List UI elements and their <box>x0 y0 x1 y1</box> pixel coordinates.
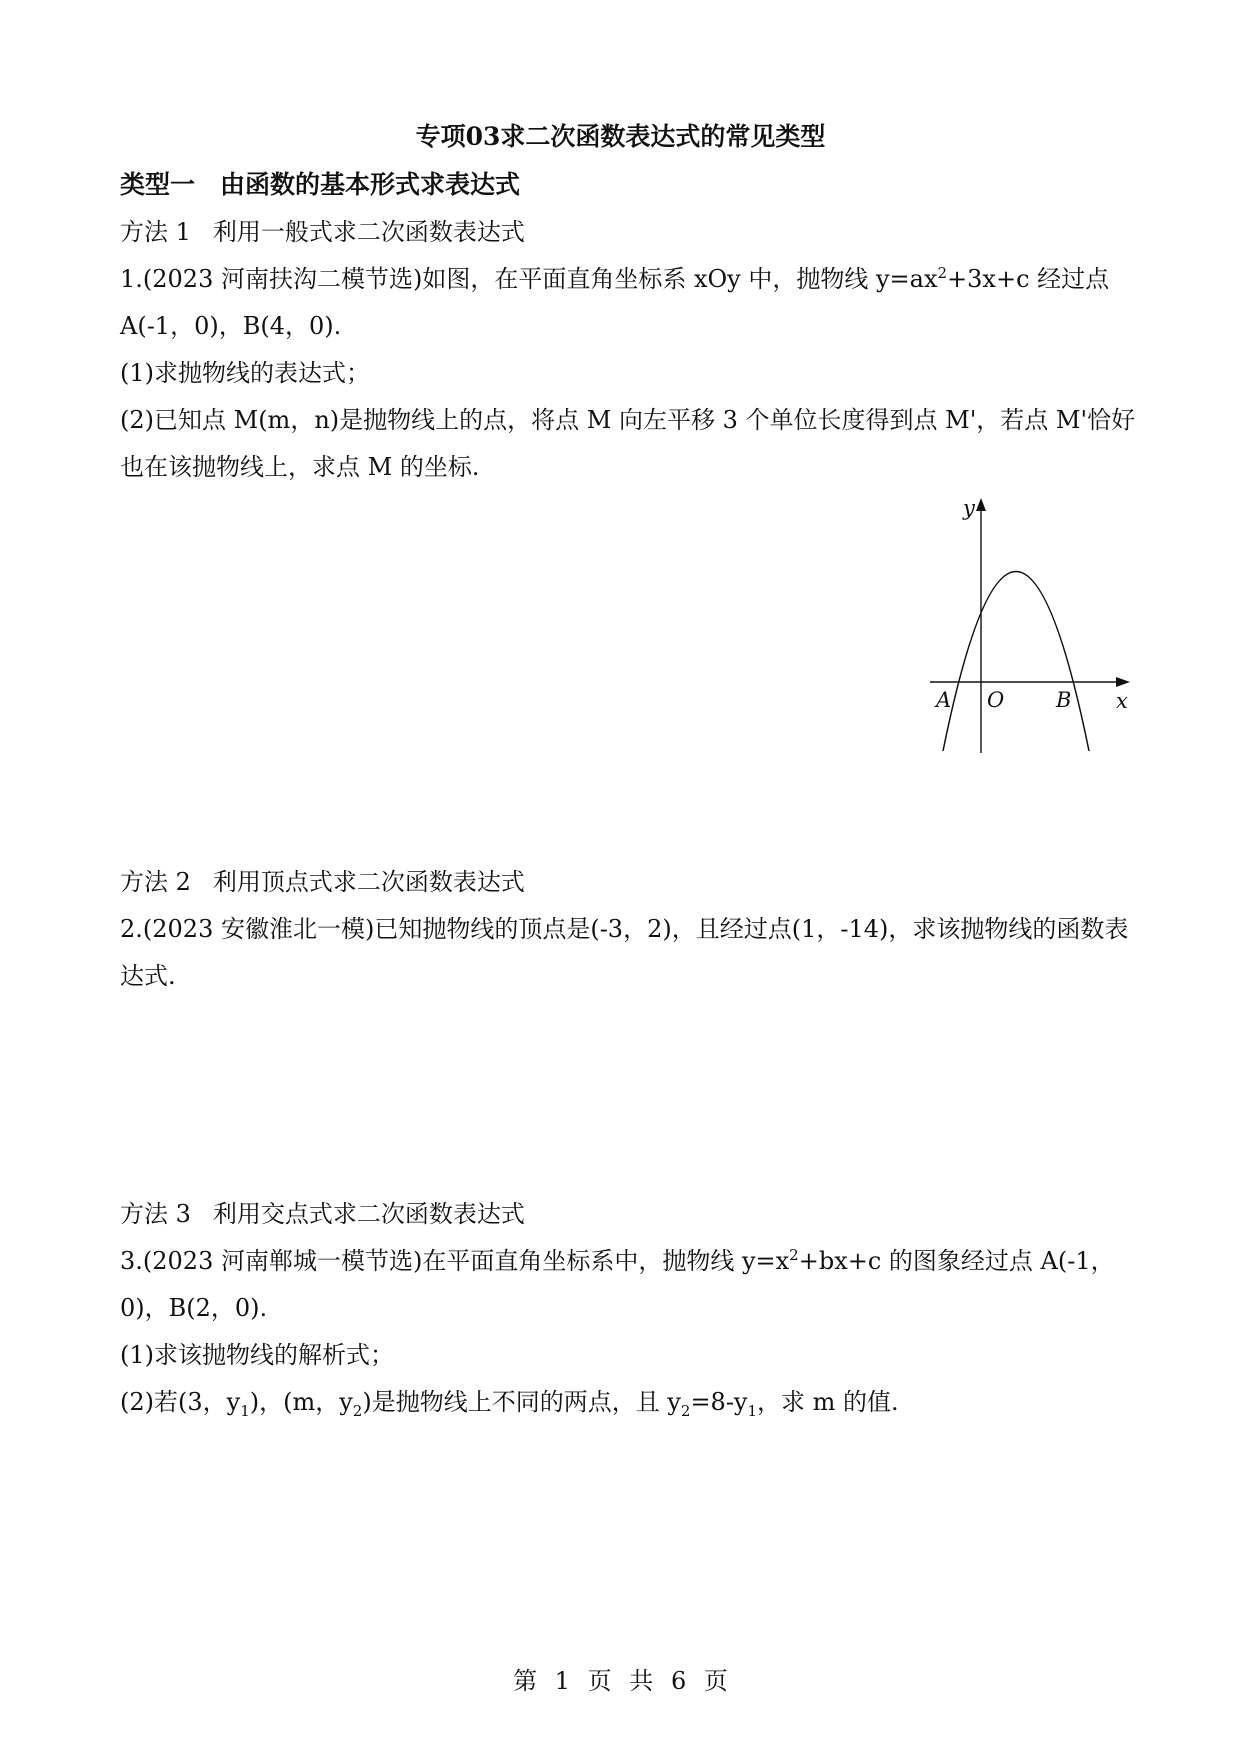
question-3-text: 3.(2023 河南郸城一模节选)在平面直角坐标系中，抛物线 y=x <box>120 1247 790 1275</box>
question-1-text: 1.(2023 河南扶沟二模节选)如图，在平面直角坐标系 xOy 中，抛物线 y=ax <box>120 265 938 293</box>
question-3-line-1 <box>120 1244 1130 1278</box>
question-3-part-2 <box>120 1385 1130 1419</box>
point-b-label: B <box>1056 688 1072 712</box>
method-2-label: 方法 2 <box>120 868 191 896</box>
method-1-label: 方法 1 <box>120 218 191 246</box>
subscript: 2 <box>680 1401 691 1420</box>
question-1-line-2: A(-1，0)，B(4，0). <box>120 312 342 340</box>
method-2-heading <box>120 865 1130 899</box>
method-3-label: 方法 3 <box>120 1200 191 1228</box>
type-heading: 类型一 由函数的基本形式求表达式 <box>120 170 521 199</box>
y-axis-arrow <box>976 498 986 511</box>
question-1-text-cont: +3x+c 经过点 <box>947 265 1110 293</box>
question-3-part-2-text: =8-y <box>690 1388 748 1416</box>
parabola-figure <box>920 495 1140 757</box>
question-3-part-2-text: (2)若(3，y <box>120 1388 241 1416</box>
origin-label: O <box>987 688 1005 712</box>
method-1-heading <box>120 215 1130 249</box>
method-2-text: 利用顶点式求二次函数表达式 <box>212 868 525 896</box>
question-1-part-2-line-2: 也在该抛物线上，求点 M 的坐标. <box>120 453 480 481</box>
question-3-line-2: 0)，B(2，0). <box>120 1294 268 1322</box>
method-3-text: 利用交点式求二次函数表达式 <box>212 1200 525 1228</box>
question-3-text-cont: +bx+c 的图象经过点 A(-1， <box>798 1247 1115 1275</box>
question-1-part-2-line-1: (2)已知点 M(m，n)是抛物线上的点，将点 M 向左平移 3 个单位长度得到点 M'，若点 M'恰好 <box>120 406 1136 434</box>
point-a-label: A <box>936 688 952 712</box>
document-title: 专项03求二次函数表达式的常见类型 <box>415 122 826 151</box>
method-3-heading <box>120 1197 1130 1231</box>
question-2-line-1: 2.(2023 安徽淮北一模)已知抛物线的顶点是(-3，2)，且经过点(1，-14)，求该抛物线的函数表 <box>120 915 1129 943</box>
question-3-part-2-text: )，(m，y <box>249 1388 353 1416</box>
question-1-line-1 <box>120 262 1130 296</box>
subscript: 1 <box>240 1401 250 1420</box>
question-3-part-2-text: ，求 m 的值. <box>757 1388 899 1416</box>
exponent: 2 <box>937 264 948 282</box>
parabola-curve <box>943 572 1089 752</box>
question-3-part-1: (1)求该抛物线的解析式； <box>120 1341 394 1369</box>
page-footer: 第 1 页 共 6 页 <box>513 1667 728 1695</box>
x-axis-label: x <box>1116 689 1128 713</box>
question-1-part-1: (1)求抛物线的表达式； <box>120 359 370 387</box>
x-axis-arrow <box>1116 677 1130 687</box>
subscript: 2 <box>352 1401 363 1420</box>
exponent: 2 <box>789 1246 799 1264</box>
method-1-text: 利用一般式求二次函数表达式 <box>212 218 525 246</box>
y-axis-label: y <box>963 496 975 520</box>
question-2-line-2: 达式. <box>120 962 176 990</box>
question-3-part-2-text: )是抛物线上不同的两点，且 y <box>362 1388 681 1416</box>
subscript: 1 <box>747 1401 758 1420</box>
